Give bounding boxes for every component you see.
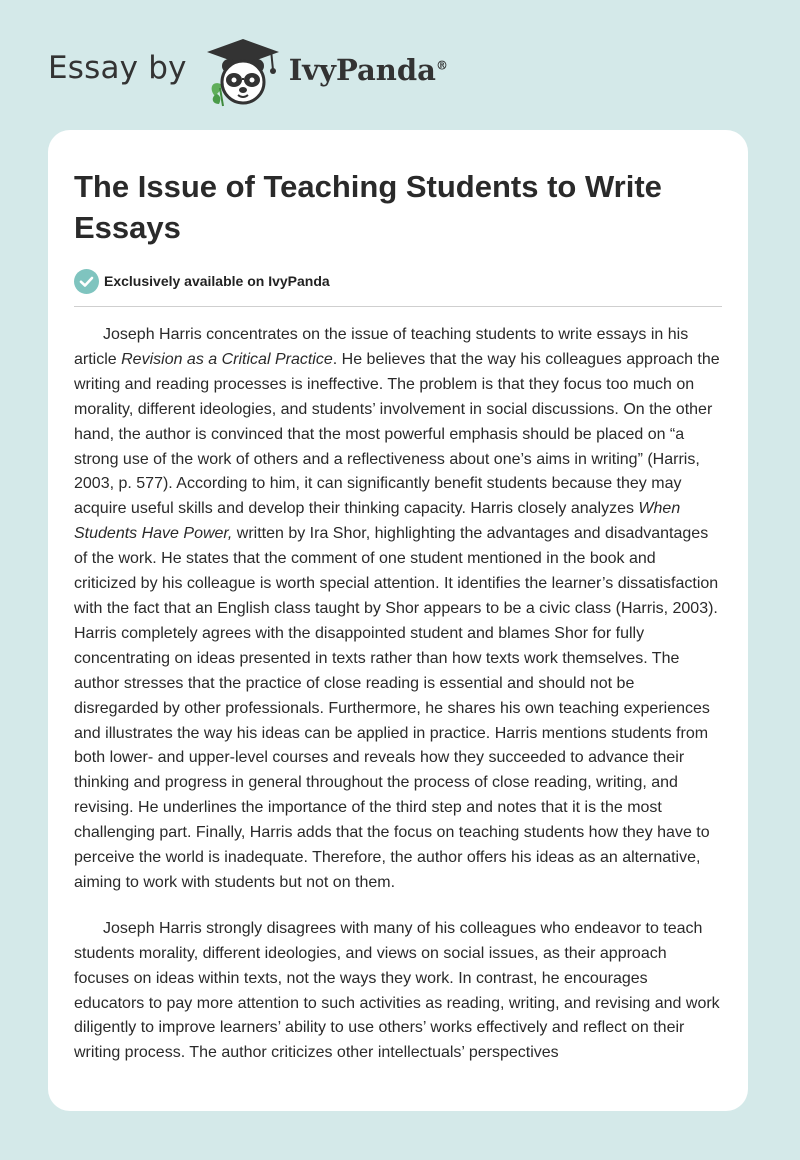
italic-title-run: Revision as a Critical Practice	[121, 350, 333, 368]
essay-body	[74, 323, 722, 1066]
italic-title-run: When Students Have Power,	[74, 500, 681, 543]
page-title: The Issue of Teaching Students to Write Essays	[74, 169, 662, 245]
panda-logo-icon	[201, 36, 285, 108]
registered-mark: ®	[435, 58, 448, 73]
site-brand[interactable]	[48, 36, 448, 108]
exclusive-label: Exclusively available on IvyPanda	[104, 273, 330, 289]
text-run: Joseph Harris concentrates on the issue of teaching students to write essays in his article	[74, 326, 689, 368]
text-run: . He believes that the way his colleagues approach the writing and reading processes is ineffective. The problem is that they focus too much on morality, different ideologies, and students’ involvement in social discussions. On the other hand, the author is convinced that the most powerful emphasis should be placed on “a strong use of the work of others and a reflectiveness about one’s aims in writing” (Harris, 2003, p. 577). According to him, it can significantly benefit students because they may acquire useful skills and develop their thinking capacity. Harris closely analyzes	[74, 350, 720, 518]
essay-card	[48, 130, 748, 1111]
text-run: Joseph Harris strongly disagrees with many of his colleagues who endeavor to teach students morality, different ideologies, and views on social issues, as their approach focuses on ideas within texts, not the ways they work. In contrast, he encourages educators to pay more attention to such activities as reading, writing, and revising and work diligently to improve learners’ ability to use others’ works effectively and reflect on their writing process. The author criticizes other intellectuals’ perspectives	[74, 919, 720, 1062]
divider	[74, 306, 722, 307]
brand-name	[289, 53, 448, 87]
brand-name-text: IvyPanda	[288, 53, 436, 87]
text-run: written by Ira Shor, highlighting the advantages and disadvantages of the work. He states that the comment of one student mentioned in the book and criticized by his colleague is worth special attention. It identifies the learner’s dissatisfaction with the fact that an English class taught by Shor appears to be a civic class (Harris, 2003). Harris completely agrees with the disappointed student and blames Shor for fully concentrating on ideas presented in texts rather than how texts work themselves. The author stresses that the practice of close reading is essential and should not be disregarded by other professionals. Furthermore, he shares his own teaching experiences and illustrates the way his ideas can be applied in practice. Harris mentions students from both lower- and upper-level courses and reveals how they succeeded to advance their thinking and progress in general throughout the process of close reading, writing, and revising. He underlines the importance of the third step and notes that it is the most challenging part. Finally, Harris adds that the focus on teaching students how they have to perceive the world is inadequate. Therefore, the author offers his ideas as an alternative, aiming to work with students but not on them.	[74, 525, 719, 891]
brand-prefix: Essay by	[48, 50, 187, 86]
essay-paragraph	[74, 917, 722, 1066]
check-circle-icon	[74, 269, 99, 294]
exclusive-badge	[74, 268, 722, 294]
essay-paragraph	[74, 323, 722, 896]
